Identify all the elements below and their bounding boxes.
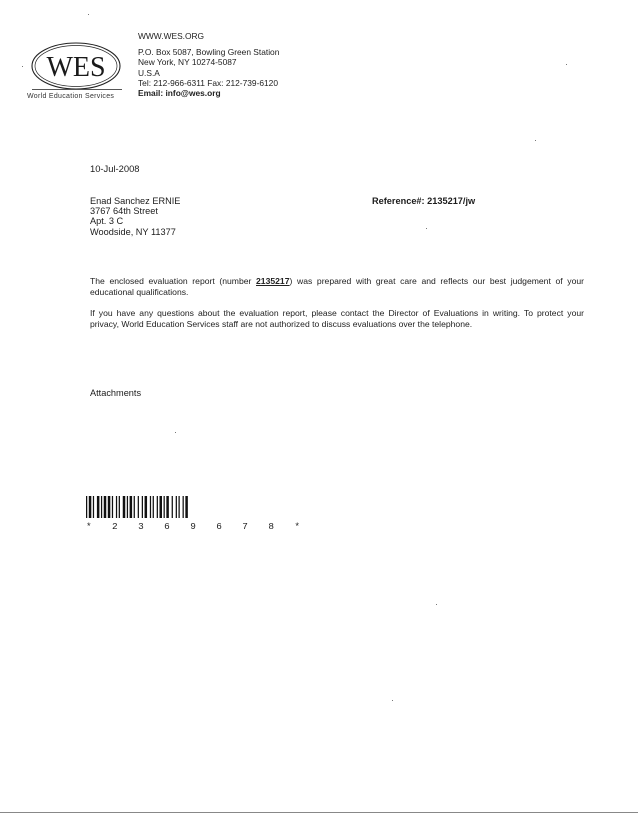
barcode-bar (172, 496, 173, 518)
barcode-bar (176, 496, 177, 518)
website-link[interactable]: WWW.WES.ORG (138, 31, 205, 41)
barcode-bar (157, 496, 158, 518)
scan-speck (535, 140, 536, 141)
recipient-address (90, 196, 180, 237)
page-bottom-rule (0, 812, 638, 813)
recipient-city: Woodside, NY 11377 (90, 226, 176, 237)
barcode-bar (138, 496, 139, 518)
barcode-bar (164, 496, 165, 518)
address-line-3: U.S.A (138, 67, 160, 78)
scan-speck (566, 64, 567, 65)
barcode-bar (142, 496, 143, 518)
scan-speck (88, 14, 89, 15)
logo-caption: World Education Services (27, 93, 115, 100)
email-link[interactable]: Email: info@wes.org (138, 88, 221, 99)
scan-speck (22, 66, 23, 67)
barcode-bar (123, 496, 126, 518)
barcode-bar (179, 496, 180, 518)
barcode-bar (145, 496, 148, 518)
barcode-bar (97, 496, 100, 518)
barcode-bar (130, 496, 133, 518)
barcode-bar (112, 496, 113, 518)
barcode-bar (166, 496, 169, 518)
barcode-bar (134, 496, 135, 518)
logo-text: WES (46, 52, 106, 83)
reference-number: Reference#: 2135217/jw (372, 196, 476, 206)
barcode-bar (183, 496, 184, 518)
address-line-2: New York, NY 10274-5087 (138, 57, 237, 68)
recipient-street: 3767 64th Street (90, 206, 158, 217)
barcode-bar (108, 496, 111, 518)
barcode-bar (93, 496, 94, 518)
recipient-apt: Apt. 3 C (90, 216, 124, 227)
barcode-bar (153, 496, 154, 518)
scan-speck (426, 228, 427, 229)
body-paragraph-1 (90, 276, 584, 298)
logo-divider (32, 89, 122, 90)
address-line-1: P.O. Box 5087, Bowling Green Station (138, 47, 280, 58)
barcode-digits: * 2 3 6 9 6 7 8 * (86, 521, 308, 532)
recipient-name: Enad Sanchez ERNIE (90, 196, 181, 206)
body-paragraph-2: If you have any questions about the evaluation report, please contact the Director of Evaluations in writing. To protect your privacy, World Education Services staff are not authorized to discuss evaluations over the telephone. (90, 308, 584, 330)
wes-logo (30, 40, 122, 96)
paragraph-1-start: The enclosed evaluation report (number (90, 276, 257, 286)
barcode-bar (104, 496, 107, 518)
paragraph-1-end: ) was prepared with great care and reflects our best judgement of your educational qualifications. (90, 276, 584, 298)
barcode-bar (89, 496, 92, 518)
barcode (86, 496, 230, 518)
barcode-bar (86, 496, 87, 518)
barcode-bar (150, 496, 151, 518)
scan-speck (175, 432, 176, 433)
phone-fax: Tel: 212-966-6311 Fax: 212-739-6120 (138, 77, 278, 88)
barcode-bar (119, 496, 120, 518)
scan-speck (392, 700, 393, 701)
barcode-bar (160, 496, 163, 518)
barcode-bar (101, 496, 102, 518)
scan-speck (436, 604, 437, 605)
barcode-bar (116, 496, 117, 518)
letterhead-contact (138, 31, 279, 98)
report-number: 2135217 (256, 276, 290, 286)
attachments-label: Attachments (90, 388, 142, 398)
letter-date: 10-Jul-2008 (90, 163, 140, 174)
barcode-bar (185, 496, 188, 518)
barcode-bar (127, 496, 128, 518)
